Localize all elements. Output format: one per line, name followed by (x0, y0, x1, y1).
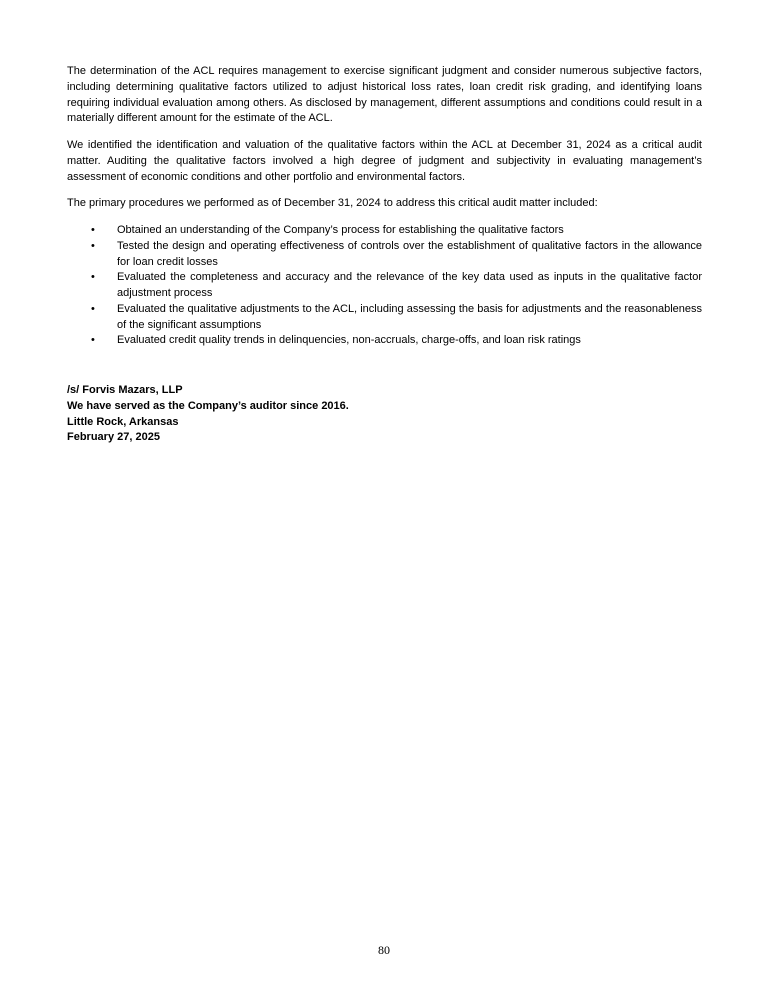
signature-name: /s/ Forvis Mazars, LLP (67, 384, 183, 396)
list-item (67, 333, 702, 349)
procedures-list (67, 223, 702, 349)
paragraph-acl-determination: The determination of the ACL requires management to exercise significant judgment and consider numerous subjective factors, including determining qualitative factors utilized to adjust historical loss rates, loan credit risk grading, and identifying loans requiring individual evaluation among others. As disclosed by management, different assumptions and conditions could result in a materially different amount for the estimate of the ACL. (67, 65, 702, 125)
list-item (67, 302, 702, 334)
list-item-text: Obtained an understanding of the Company’s process for establishing the qualitative factors (117, 224, 564, 236)
list-item (67, 223, 702, 239)
list-item-text: Tested the design and operating effectiveness of controls over the establishment of qualitative factors in the allowance for loan credit losses (117, 239, 702, 268)
bullet-icon: • (91, 239, 95, 252)
page-content (67, 64, 702, 446)
signature-location: Little Rock, Arkansas (67, 415, 179, 428)
paragraph-procedures-intro: The primary procedures we performed as of December 31, 2024 to address this critical audit matter included: (67, 197, 598, 210)
bullet-icon: • (91, 224, 95, 236)
list-item-text: Evaluated the completeness and accuracy and the relevance of the key data used as inputs in the qualitative factor adjustment process (117, 271, 702, 299)
signature-block (67, 383, 702, 446)
page-number: 80 (378, 943, 390, 957)
list-item (67, 270, 702, 302)
bullet-icon: • (91, 334, 95, 347)
list-item-text: Evaluated the qualitative adjustments to the ACL, including assessing the basis for adjustments and the reasonableness of the significant assumptions (117, 302, 702, 331)
list-item (67, 239, 702, 271)
signature-tenure: We have served as the Company’s auditor since 2016. (67, 399, 349, 412)
bullet-icon: • (91, 302, 95, 315)
signature-date: February 27, 2025 (67, 431, 160, 444)
paragraph-critical-audit-matter: We identified the identification and valuation of the qualitative factors within the ACL at December 31, 2024 as a critical audit matter. Auditing the qualitative factors involved a high degree of judgment and subjectivity in evaluating management’s assessment of economic conditions and other portfolio and environmental factors. (67, 139, 702, 183)
list-item-text: Evaluated credit quality trends in delinquencies, non-accruals, charge-offs, and loan risk ratings (117, 334, 581, 347)
bullet-icon: • (91, 271, 95, 284)
